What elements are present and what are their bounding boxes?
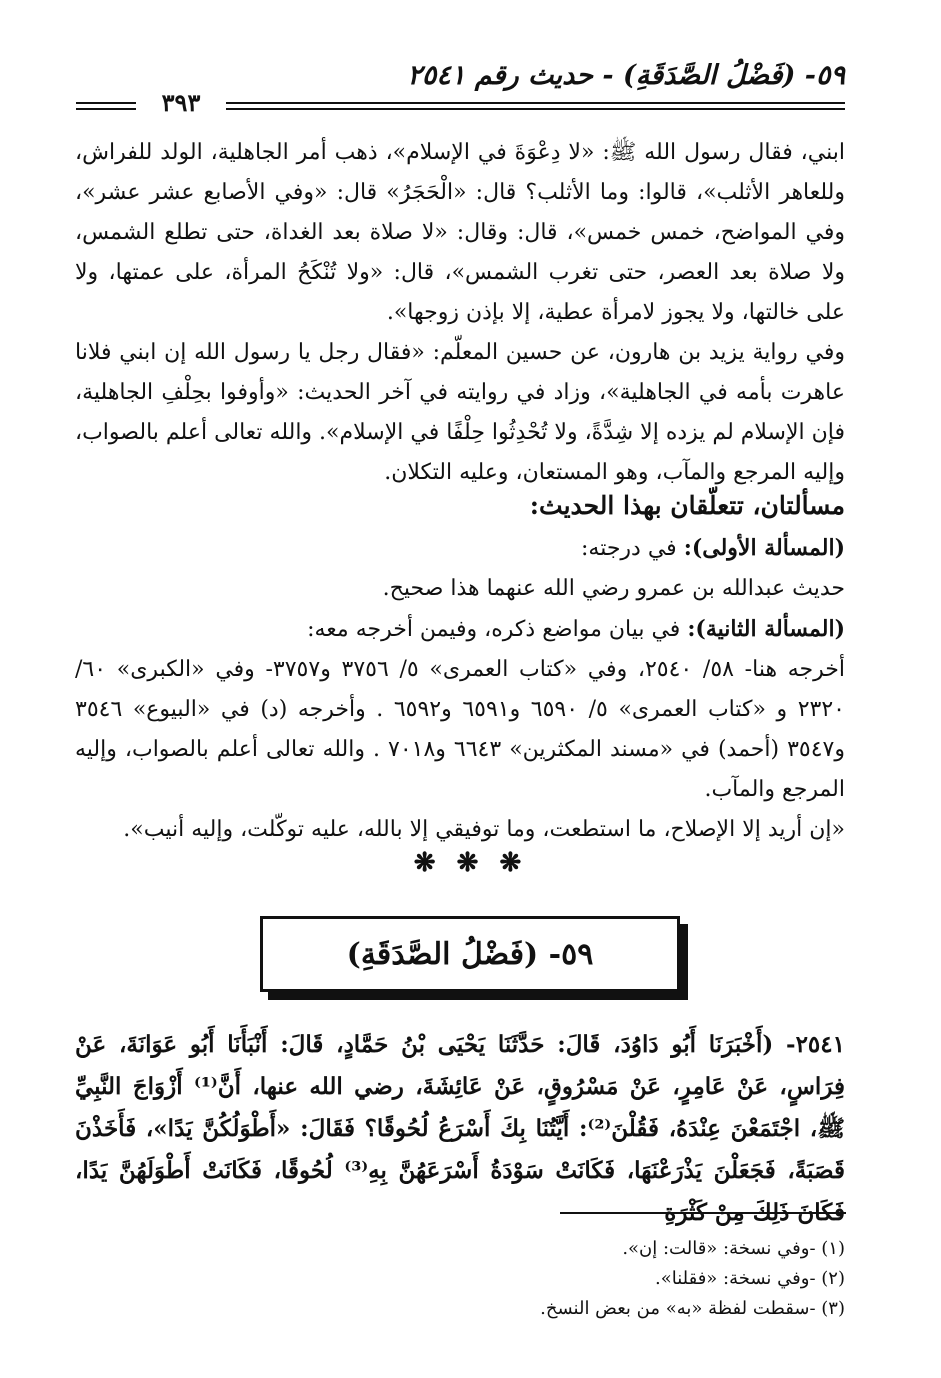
issue-1-text: في درجته: [580,536,684,561]
issue-1-label: (المسألة الأولى): [683,535,845,561]
body-paragraph: وفي رواية يزيد بن هارون، عن حسين المعلّم: «فقال رجل يا رسول الله إن ابني فلانا عاهرت بأمه في الجاهلية»، وزاد في روايته في آخر الحديث: «وأوفوا بحِلْفِ الجاهلية، فإن الإسلام لم يزده إلا شِدَّةً، ولا تُحْدِثُوا حِلْفًا في الإسلام». والله تعالى أعلم بالصواب، وإليه المرجع والمآب، وهو المستعان، وعليه التكلان. [75,340,845,485]
header-rule [76,88,845,117]
issue-1-detail: حديث عبدالله بن عمرو رضي الله عنهما هذا صحيح. [382,576,845,601]
issue-2-detail: أخرجه هنا- ٥٨/ ٢٥٤٠، وفي «كتاب العمرى» ٥/ ٣٧٥٦ و٣٧٥٧- وفي «الكبرى» ٦٠/ ٢٣٢٠ و «كتاب العمرى» ٥/ ٦٥٩٠ و٦٥٩١ و٦٥٩٢ . وأخرجه (د) في «البيوع» ٣٥٤٦ و٣٥٤٧ (أحمد) في «مسند المكثرين» ٦٦٤٣ و٧٠١٨ . والله تعالى أعلم بالصواب، وإليه المرجع والمآب. [75,657,845,802]
page-number: ٣٩٣ [161,88,201,117]
footnote: (١) -وفي نسخة: «قالت: إن». [622,1238,845,1259]
body-paragraph: ابني، فقال رسول الله ﷺ: «لا دِعْوَةَ في الإسلام»، ذهب أمر الجاهلية، الولد للفراش، وللعاهر الأثلب»، قالوا: وما الأثلب؟ قال: «الْحَجَرُ» قال: «وفي الأصابع عشر عشر»، وفي المواضح، خمس خمس»، قال: وقال: «لا صلاة بعد الغداة، حتى تطلع الشمس، ولا صلاة بعد العصر، حتى تغرب الشمس»، قال: «ولا تُنْكَحُ المرأة، على عمتها، ولا على خالتها، ولا يجوز لامرأة عطية، إلا بإذن زوجها». [75,140,845,325]
footnote: (٢) -وفي نسخة: «فقلنا». [654,1268,845,1289]
issue-1 [75,528,845,569]
issue-2-text: في بيان مواضع ذكره، وفيمن أخرجه معه: [307,617,688,642]
issue-2-label: (المسألة الثانية): [687,616,845,642]
chapter-title: ٥٩- (فَضْلُ الصَّدَقَةِ) [346,936,594,972]
footnote-separator [560,1212,846,1214]
chapter-title-box [260,916,680,992]
issue-2 [75,609,845,650]
header-double-rule-left [76,102,136,110]
section-separator-stars: ❋ ❋ ❋ [413,848,528,878]
footnotes [75,1234,845,1324]
header-double-rule-right [226,102,845,110]
closing-quote: «إن أريد إلا الإصلاح، ما استطعت، وما توفيقي إلا بالله، عليه توكّلت، وإليه أنيب». [123,817,845,842]
footnote: (٣) -سقطت لفظة «به» من بعض النسخ. [540,1298,845,1319]
issues-block [75,528,845,850]
running-header-title: ٥٩- (فَضْلُ الصَّدَقَةِ) - حديث رقم ٢٥٤١ [407,60,845,91]
hadith-text: ٢٥٤١- (أَخْبَرَنَا أَبُو دَاوُدَ، قَالَ: حَدَّثَنَا يَحْيَى بْنُ حَمَّادٍ، قَالَ: أَنْبَأَنَا أَبُو عَوَانَةَ، عَنْ فِرَاسٍ، عَنْ عَامِرٍ، عَنْ مَسْرُوقٍ، عَنْ عَائِشَةَ، رضي الله عنها، أَنَّ⁽¹⁾ أَزْوَاجَ النَّبِيِّ ﷺ، اجْتَمَعْنَ عِنْدَهُ، فَقُلْنَ⁽²⁾: أَيَّتُنَا بِكَ أَسْرَعُ لُحُوقًا؟ فَقَالَ: «أَطْوَلُكُنَّ يَدًا»، فَأَخَذْنَ قَصَبَةً، فَجَعَلْنَ يَذْرَعْنَهَا، فَكَانَتْ سَوْدَةُ أَسْرَعَهُنَّ بِهِ⁽³⁾ لُحُوقًا، فَكَانَتْ أَطْوَلَهُنَّ يَدًا، فَكَانَ ذَلِكَ مِنْ كَثْرَةِ [75,1031,846,1226]
section-heading: مسألتان، تتعلّقان بهذا الحديث: [529,491,845,520]
commentary-block [75,133,845,493]
